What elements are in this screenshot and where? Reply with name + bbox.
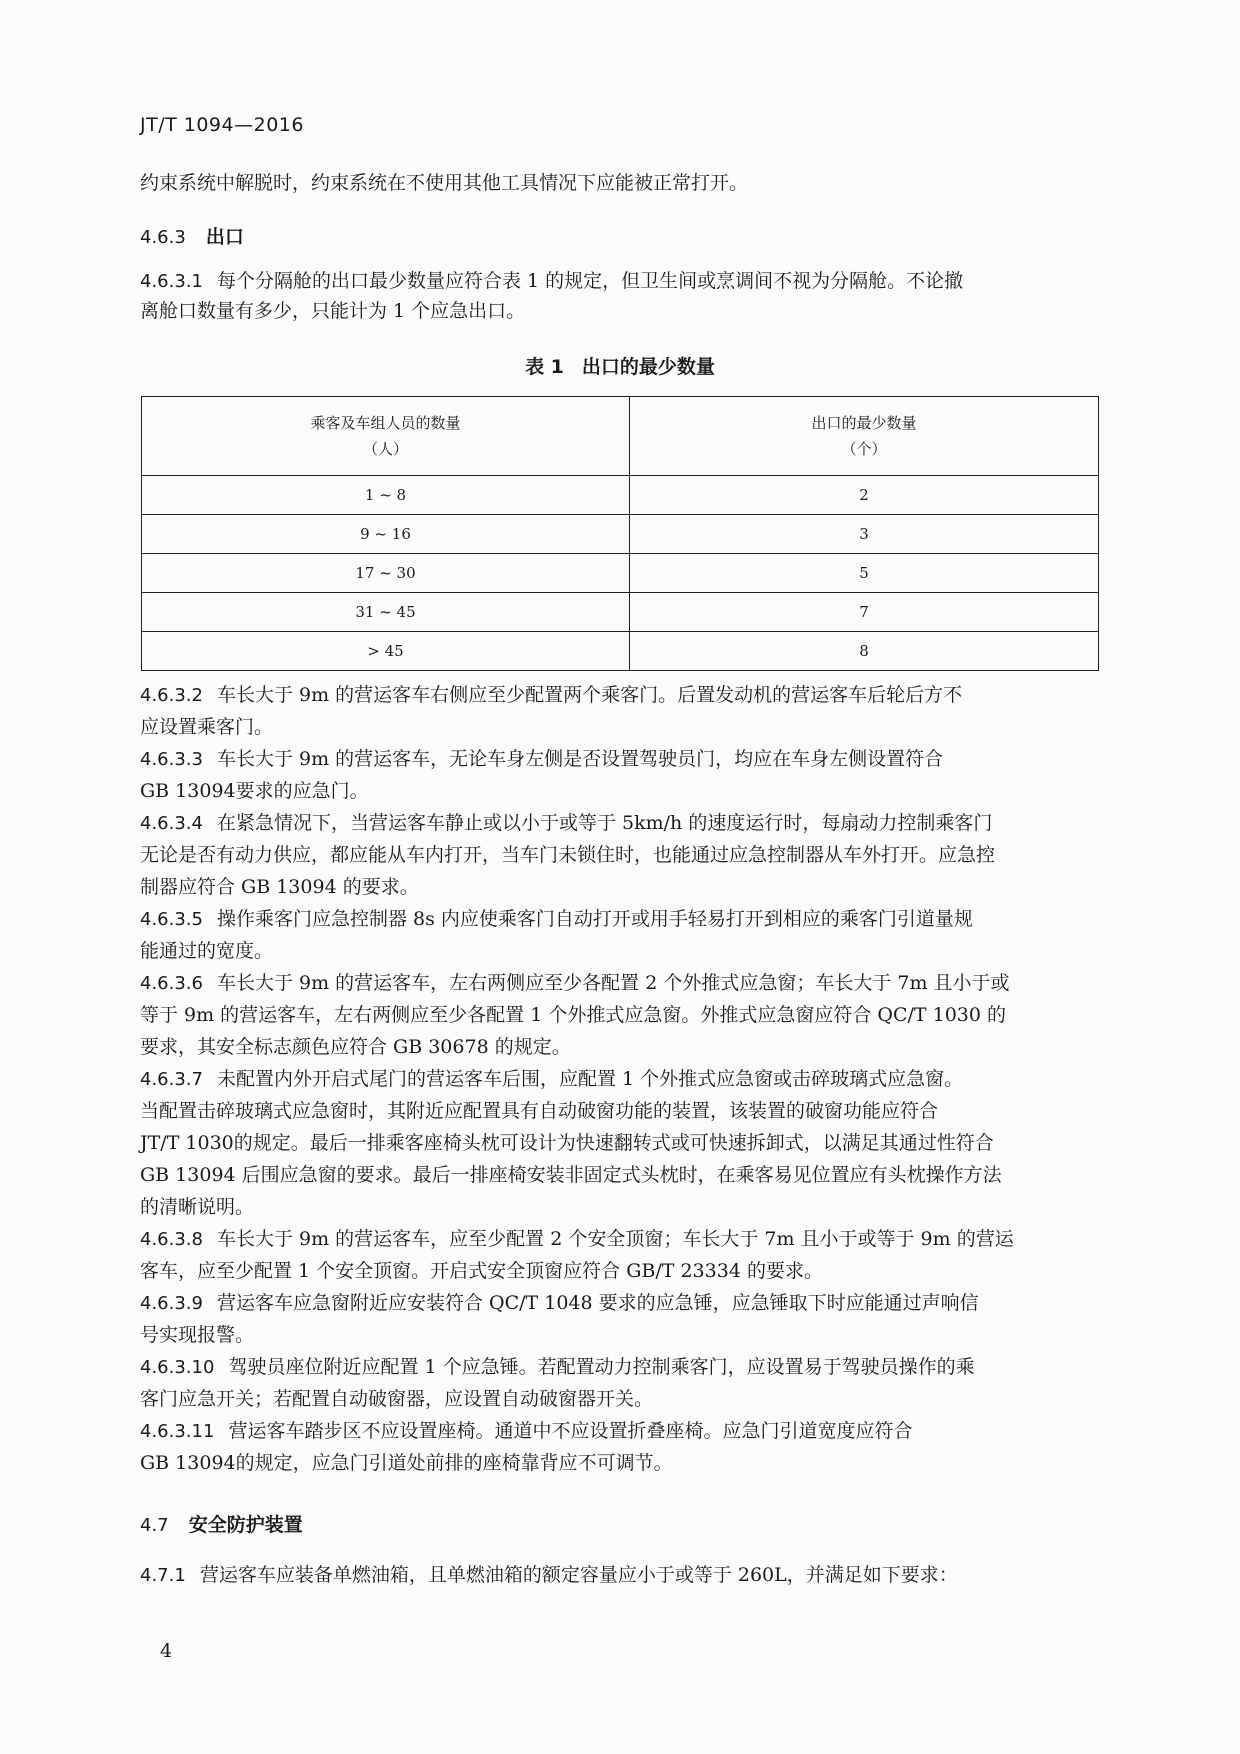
clause-text: 每个分隔舱的出口最少数量应符合表 1 的规定，但卫生间或烹调间不视为分隔舱。不论撤 <box>216 270 964 292</box>
paragraph-4-6-3-1-line-2: 离舱口数量有多少，只能计为 1 个应急出口。 <box>140 300 526 322</box>
clause-number: 4.6.3.2 <box>140 685 203 706</box>
table-row <box>142 515 1099 554</box>
clause-text: 车长大于 9m 的营运客车，左右两侧应至少各配置 2 个外推式应急窗；车长大于 7m 且小于或 <box>216 972 1010 994</box>
table-row <box>142 632 1099 671</box>
header-passenger-count <box>142 397 630 476</box>
clause-text: 营运客车应急窗附近应安装符合 QC/T 1048 要求的应急锤，应急锤取下时应能通过声响信 <box>216 1292 979 1314</box>
table-cell: > 45 <box>142 632 630 671</box>
clause-text: 车长大于 9m 的营运客车右侧应至少配置两个乘客门。后置发动机的营运客车后轮后方不 <box>216 684 963 706</box>
header-text: 乘客及车组人员的数量 <box>310 414 461 432</box>
table-cell: 3 <box>630 515 1099 554</box>
standard-header: JT/T 1094—2016 <box>140 114 304 136</box>
clause-text: 营运客车应装备单燃油箱，且单燃油箱的额定容量应小于或等于 260L，并满足如下要求： <box>199 1564 958 1586</box>
clause-line: 等于 9m 的营运客车，左右两侧应至少各配置 1 个外推式应急窗。外推式应急窗应符合 QC/T 1030 的 <box>140 1004 1007 1026</box>
table-cell: 5 <box>630 554 1099 593</box>
table-cell: 2 <box>630 476 1099 515</box>
clause-text: 操作乘客门应急控制器 8s 内应使乘客门自动打开或用手轻易打开到相应的乘客门引道量规 <box>216 908 973 930</box>
clause-line-first <box>140 1352 1100 1383</box>
clause-number: 4.6.3.9 <box>140 1293 203 1314</box>
clause-text: 在紧急情况下，当营运客车静止或以小于或等于 5km/h 的速度运行时，每扇动力控制乘客门 <box>216 812 993 834</box>
clause-line: JT/T 1030的规定。最后一排乘客座椅头枕可设计为快速翻转式或可快速拆卸式，以满足其通过性符合 <box>140 1132 994 1154</box>
section-title: 出口 <box>205 226 244 248</box>
table-row <box>142 593 1099 632</box>
table-cell: 1 ~ 8 <box>142 476 630 515</box>
clause-number: 4.6.3.1 <box>140 271 203 292</box>
clause-line: GB 13094 后围应急窗的要求。最后一排座椅安装非固定式头枕时，在乘客易见位置应有头枕操作方法 <box>140 1164 1002 1186</box>
table-cell: 8 <box>630 632 1099 671</box>
clause-line-first <box>140 1416 1100 1447</box>
clause-line: 应设置乘客门。 <box>140 716 274 738</box>
clause-number: 4.6.3.10 <box>140 1357 215 1378</box>
clause-number: 4.6.3.7 <box>140 1069 203 1090</box>
clause-line: GB 13094要求的应急门。 <box>140 780 369 802</box>
section-4-7-heading <box>140 1510 1100 1541</box>
clause-number: 4.6.3.8 <box>140 1229 203 1250</box>
table-caption <box>0 352 1240 379</box>
clause-line-first <box>140 1288 1100 1319</box>
table-cell: 9 ~ 16 <box>142 515 630 554</box>
clause-line: 制器应符合 GB 13094 的要求。 <box>140 876 419 898</box>
clause-text: 车长大于 9m 的营运客车，无论车身左侧是否设置驾驶员门，均应在车身左侧设置符合 <box>216 748 944 770</box>
clause-text: 营运客车踏步区不应设置座椅。通道中不应设置折叠座椅。应急门引道宽度应符合 <box>228 1420 913 1442</box>
section-4-6-3-heading <box>140 222 1100 253</box>
section-title: 安全防护装置 <box>188 1514 303 1536</box>
paragraph-4-7-1 <box>140 1560 1100 1591</box>
table-title: 出口的最少数量 <box>581 356 715 378</box>
table-cell: 31 ~ 45 <box>142 593 630 632</box>
clause-line: 的清晰说明。 <box>140 1196 255 1218</box>
table-cell: 7 <box>630 593 1099 632</box>
section-number: 4.7 <box>140 1515 169 1536</box>
clause-line: 要求，其安全标志颜色应符合 GB 30678 的规定。 <box>140 1036 571 1058</box>
table-row <box>142 554 1099 593</box>
header-unit: （个） <box>841 440 887 458</box>
clause-line: 当配置击碎玻璃式应急窗时，其附近应配置具有自动破窗功能的装置，该装置的破窗功能应符合 <box>140 1100 939 1122</box>
clause-line-first <box>140 1224 1100 1255</box>
header-unit: （人） <box>362 440 408 458</box>
clause-line: GB 13094的规定，应急门引道处前排的座椅靠背应不可调节。 <box>140 1452 673 1474</box>
clause-number: 4.7.1 <box>140 1565 186 1586</box>
clause-line-first <box>140 968 1100 999</box>
clause-line-first <box>140 808 1100 839</box>
clause-number: 4.6.3.4 <box>140 813 203 834</box>
clause-line-first <box>140 904 1100 935</box>
clause-line-first <box>140 1064 1100 1095</box>
intro-line: 约束系统中解脱时，约束系统在不使用其他工具情况下应能被正常打开。 <box>140 172 749 194</box>
clause-number: 4.6.3.3 <box>140 749 203 770</box>
table-row <box>142 476 1099 515</box>
clause-line: 能通过的宽度。 <box>140 940 274 962</box>
clause-text: 未配置内外开启式尾门的营运客车后围，应配置 1 个外推式应急窗或击碎玻璃式应急窗。 <box>216 1068 964 1090</box>
table-label: 表 1 <box>525 356 564 378</box>
clause-number: 4.6.3.5 <box>140 909 203 930</box>
header-min-exits <box>630 397 1099 476</box>
clause-line: 客门应急开关；若配置自动破窗器，应设置自动破窗器开关。 <box>140 1388 654 1410</box>
table-cell: 17 ~ 30 <box>142 554 630 593</box>
header-text: 出口的最少数量 <box>811 414 917 432</box>
clause-number: 4.6.3.11 <box>140 1421 215 1442</box>
clause-number: 4.6.3.6 <box>140 973 203 994</box>
clause-text: 车长大于 9m 的营运客车，应至少配置 2 个安全顶窗；车长大于 7m 且小于或等于 9m 的营运 <box>216 1228 1014 1250</box>
clause-line: 无论是否有动力供应，都应能从车内打开，当车门未锁住时，也能通过应急控制器从车外打开。应急控 <box>140 844 996 866</box>
table-header-row <box>142 397 1099 476</box>
clause-line: 客车，应至少配置 1 个安全顶窗。开启式安全顶窗应符合 GB/T 23334 的要求。 <box>140 1260 823 1282</box>
clause-text: 驾驶员座位附近应配置 1 个应急锤。若配置动力控制乘客门，应设置易于驾驶员操作的乘 <box>228 1356 975 1378</box>
exit-count-table <box>141 396 1099 671</box>
clause-line: 号实现报警。 <box>140 1324 255 1346</box>
section-number: 4.6.3 <box>140 227 186 248</box>
clause-line-first <box>140 744 1100 775</box>
paragraph-4-6-3-1-line-1 <box>140 266 1100 297</box>
clause-line-first <box>140 680 1100 711</box>
page-number: 4 <box>160 1640 173 1662</box>
